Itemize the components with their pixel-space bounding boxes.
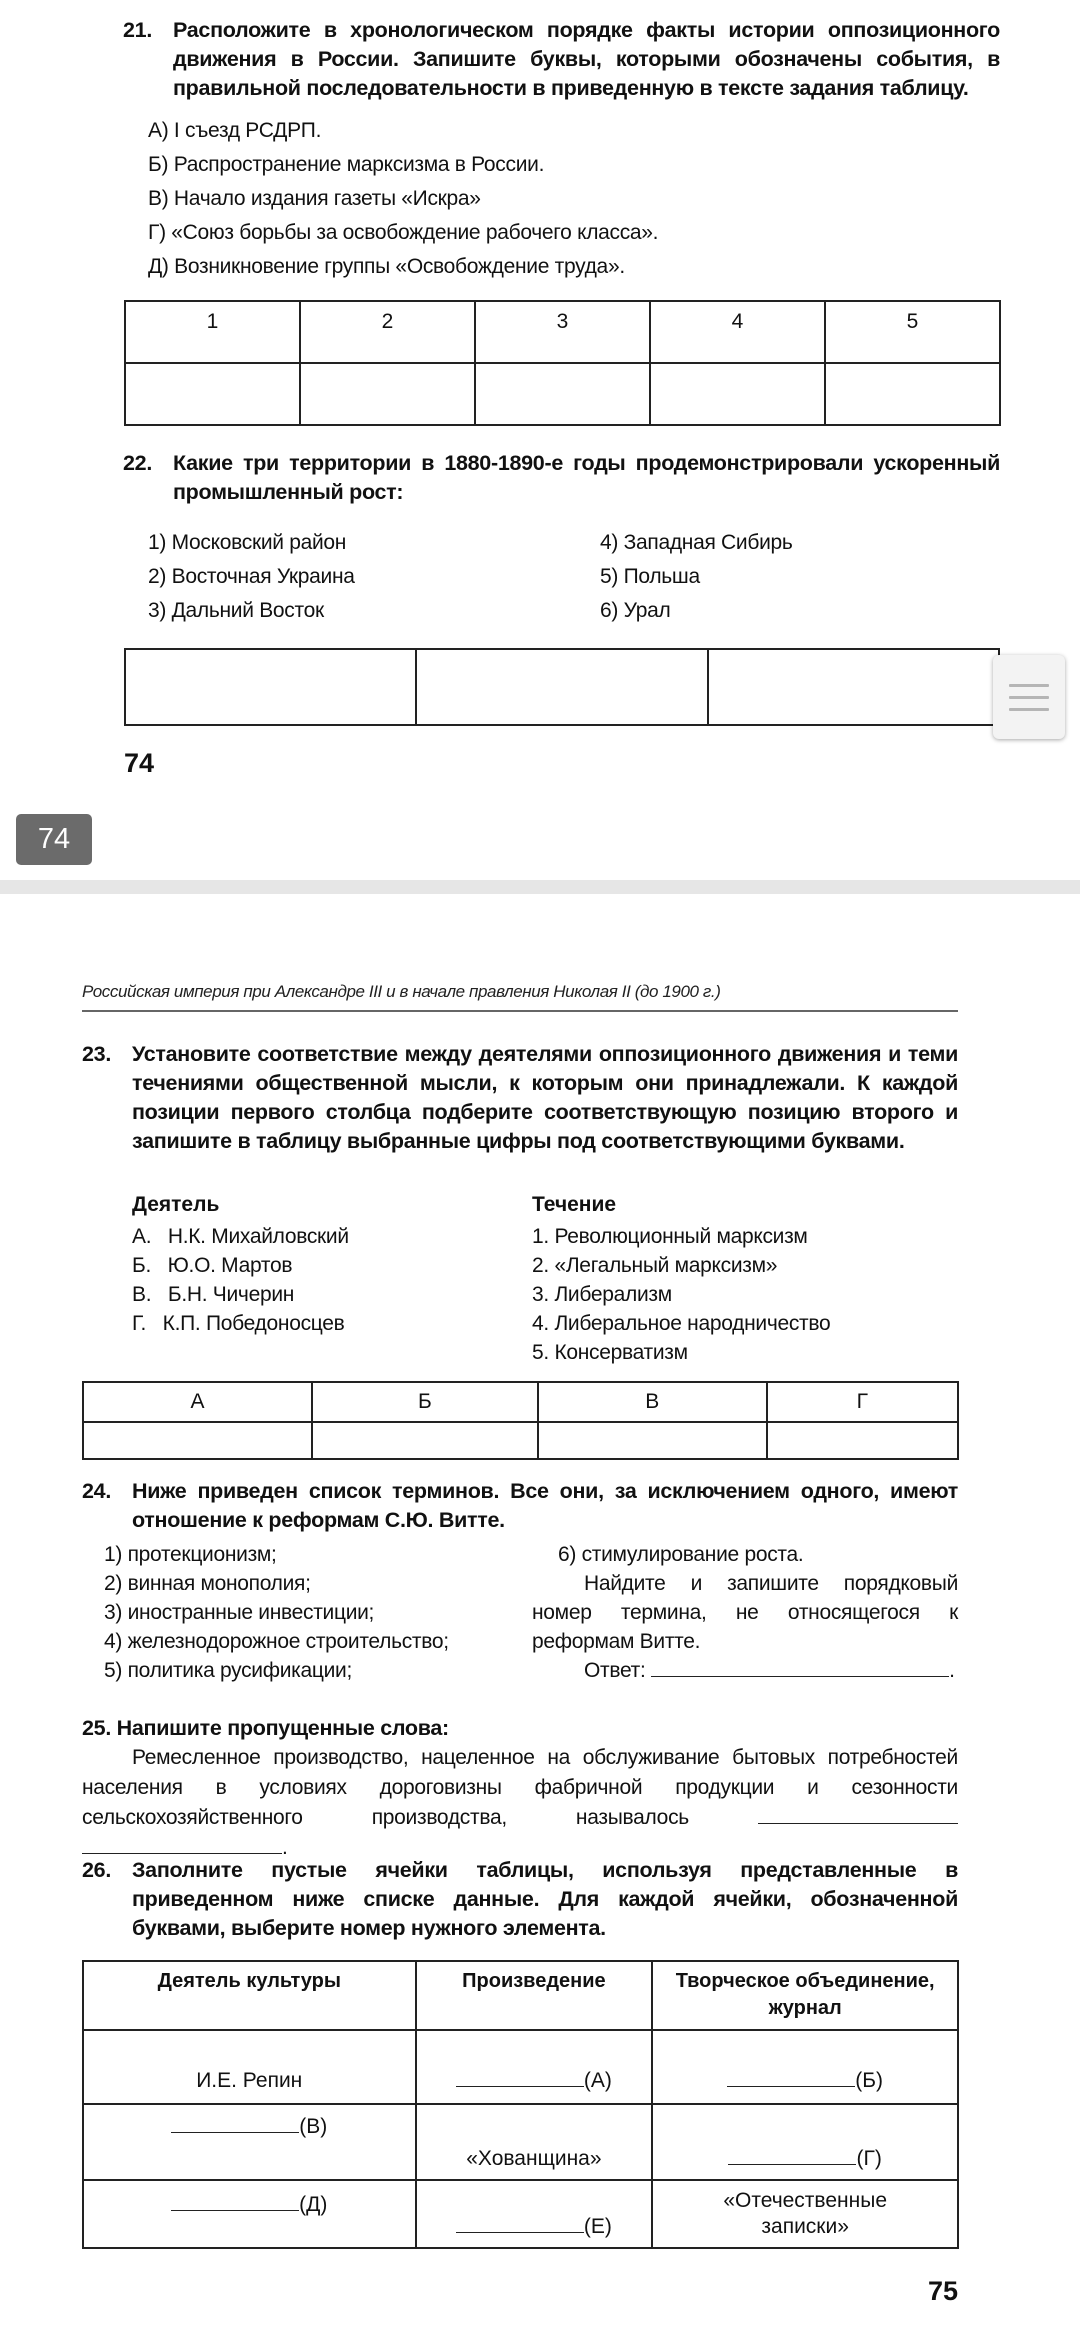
table-header-cell: 4 (650, 301, 825, 363)
cell-label: (А) (583, 2069, 612, 2092)
option-5: 5) Польша (600, 565, 700, 588)
blank-line[interactable] (171, 2118, 299, 2133)
header-association: Творческое объединение, журнал (652, 1961, 958, 2030)
table-header-cell: 2 (300, 301, 475, 363)
option-d: Д) Возникновение группы «Освобождение труда». (148, 255, 625, 278)
cell-v[interactable] (83, 2104, 416, 2180)
term-4: 4) железнодорожное строительство; (104, 1630, 449, 1653)
question-text: Ниже приведен список терминов. Все они, за исключением одного, имеют отношение к реформам С.Ю. Витте. (132, 1479, 958, 1532)
running-header: Российская империя при Александре III и в начале правления Николая II (до 1900 г.) (82, 982, 958, 1012)
hamburger-icon (1009, 708, 1049, 711)
question-text: Какие три территории в 1880-1890-е годы продемонстрировали ускоренный промышленный рост: (173, 451, 1000, 504)
person-v: В. Б.Н. Чичерин (132, 1283, 295, 1306)
page-number: 74 (124, 748, 155, 778)
period: . (282, 1836, 288, 1859)
term-6: 6) стимулирование роста. (558, 1543, 804, 1566)
term-5: 5) политика русификации; (104, 1659, 352, 1682)
header-work: Произведение (416, 1961, 653, 2030)
option-v: В) Начало издания газеты «Искра» (148, 187, 481, 210)
blank-2[interactable] (82, 1835, 282, 1854)
question-22-heading (123, 449, 1000, 507)
blank-line[interactable] (171, 2196, 299, 2211)
table-header-cell: 5 (825, 301, 1000, 363)
passage: Ремесленное производство, нацеленное на обслуживание бытовых потребностей населения в условиях дороговизны фабричной продукции и сезонности сельскохозяйственного производства, называлось (82, 1746, 958, 1829)
question-23-answer-table (82, 1381, 959, 1460)
cell-label: (Е) (583, 2215, 612, 2238)
answer-cell[interactable] (538, 1422, 767, 1459)
table-header-cell: В (538, 1382, 767, 1422)
header-person: Деятель культуры (83, 1961, 416, 2030)
current-3: 3. Либерализм (532, 1283, 672, 1306)
answer-cell[interactable] (475, 363, 650, 425)
table-header-cell: Г (767, 1382, 958, 1422)
term-2: 2) винная монополия; (104, 1572, 311, 1595)
question-text: Заполните пустые ячейки таблицы, используя представленные в приведенном ниже списке данные. Для каждой ячейки, обозначенной буквами, выберите номер нужного элемента. (132, 1858, 958, 1940)
table-header-cell: 3 (475, 301, 650, 363)
option-a: А) I съезд РСДРП. (148, 119, 322, 142)
column-title: Течение (532, 1193, 617, 1216)
answer-cell[interactable] (125, 363, 300, 425)
option-2: 2) Восточная Украина (148, 565, 355, 588)
cell-person: И.Е. Репин (83, 2030, 416, 2104)
option-1: 1) Московский район (148, 531, 347, 554)
question-24-options (104, 1540, 449, 1685)
instruction: Найдите и запишите порядковый номер термина, не относящегося к реформам Витте. (532, 1572, 958, 1653)
question-26-heading (82, 1856, 958, 1943)
question-26-table (82, 1960, 959, 2249)
current-1: 1. Революционный марксизм (532, 1225, 808, 1248)
question-number: 22. (123, 451, 152, 475)
answer-cell[interactable] (650, 363, 825, 425)
question-21-answer-table (124, 300, 1001, 426)
cell-journal: «Отечественные записки» (652, 2180, 958, 2248)
question-text: Установите соответствие между деятелями оппозиционного движения и теми течениями общественной мысли, к которым они принадлежали. К каждой позиции первого столбца подберите соответствующую позицию второго и запишите в таблицу выбранные цифры под соответствующими буквами. (132, 1042, 958, 1153)
current-4: 4. Либеральное народничество (532, 1312, 831, 1335)
table-header-cell: 1 (125, 301, 300, 363)
answer-line (532, 1656, 958, 1685)
answer-cell[interactable] (83, 1422, 312, 1459)
q23-column-2 (532, 1188, 830, 1367)
page-number: 75 (928, 2276, 959, 2306)
option-6: 6) Урал (600, 599, 671, 622)
answer-cell[interactable] (767, 1422, 958, 1459)
answer-cell[interactable] (825, 363, 1000, 425)
question-24-heading (82, 1477, 958, 1535)
cell-a[interactable] (416, 2030, 653, 2104)
question-23-heading (82, 1040, 958, 1156)
answer-cell[interactable] (708, 649, 999, 725)
page-separator (0, 880, 1080, 894)
blank-line[interactable] (456, 2072, 584, 2087)
question-22-options-left (148, 526, 355, 628)
question-22-options-right (600, 526, 793, 628)
answer-cell[interactable] (416, 649, 707, 725)
blank-line[interactable] (727, 2072, 855, 2087)
person-b: Б. Ю.О. Мартов (132, 1254, 293, 1277)
question-21-options (148, 114, 658, 284)
person-a: А. Н.К. Михайловский (132, 1225, 349, 1248)
cell-label: (В) (299, 2115, 328, 2138)
question-21-heading (123, 16, 1000, 103)
option-b: Б) Распространение марксизма в России. (148, 153, 545, 176)
cell-label: (Б) (855, 2069, 884, 2092)
question-text: Расположите в хронологическом порядке факты истории оппозиционного движения в России. Запишите буквы, которыми обозначены события, в правильной последовательности в приведенную в тексте задания таблицу. (173, 18, 1000, 100)
term-1: 1) протекционизм; (104, 1543, 277, 1566)
question-number: 21. (123, 18, 152, 42)
question-25 (82, 1713, 958, 1863)
blank-line[interactable] (456, 2218, 584, 2233)
table-header-cell: А (83, 1382, 312, 1422)
period: . (949, 1659, 955, 1682)
cell-e[interactable] (416, 2180, 653, 2248)
answer-cell[interactable] (125, 649, 416, 725)
answer-input[interactable] (651, 1658, 949, 1677)
option-g: Г) «Союз борьбы за освобождение рабочего класса». (148, 221, 659, 244)
question-number: 26. (82, 1858, 111, 1882)
answer-cell[interactable] (312, 1422, 538, 1459)
column-title: Деятель (132, 1193, 220, 1216)
q23-column-1 (132, 1188, 349, 1338)
current-page-badge: 74 (16, 814, 92, 865)
question-25-text (82, 1743, 958, 1863)
question-number: 24. (82, 1479, 111, 1503)
question-24-right (532, 1540, 958, 1685)
person-g: Г. К.П. Победоносцев (132, 1312, 345, 1335)
question-22-answer-table (124, 648, 1000, 726)
page-74 (0, 0, 1080, 880)
answer-cell[interactable] (300, 363, 475, 425)
answer-label: Ответ: (584, 1659, 646, 1682)
option-4: 4) Западная Сибирь (600, 531, 793, 554)
term-3: 3) иностранные инвестиции; (104, 1601, 375, 1624)
option-3: 3) Дальний Восток (148, 599, 324, 622)
cell-label: (Г) (856, 2147, 882, 2170)
hamburger-icon (1009, 684, 1049, 687)
question-title: 25. Напишите пропущенные слова: (82, 1716, 449, 1740)
cell-b[interactable] (652, 2030, 958, 2104)
table-header-cell: Б (312, 1382, 538, 1422)
blank-line[interactable] (728, 2150, 856, 2165)
current-5: 5. Консерватизм (532, 1341, 688, 1364)
cell-d[interactable] (83, 2180, 416, 2248)
current-2: 2. «Легальный марксизм» (532, 1254, 778, 1277)
blank-1[interactable] (758, 1805, 958, 1824)
scroll-handle[interactable] (993, 655, 1065, 739)
cell-g[interactable] (652, 2104, 958, 2180)
hamburger-icon (1009, 696, 1049, 699)
cell-work: «Хованщина» (416, 2104, 653, 2180)
question-number: 23. (82, 1042, 111, 1066)
cell-label: (Д) (299, 2193, 328, 2216)
